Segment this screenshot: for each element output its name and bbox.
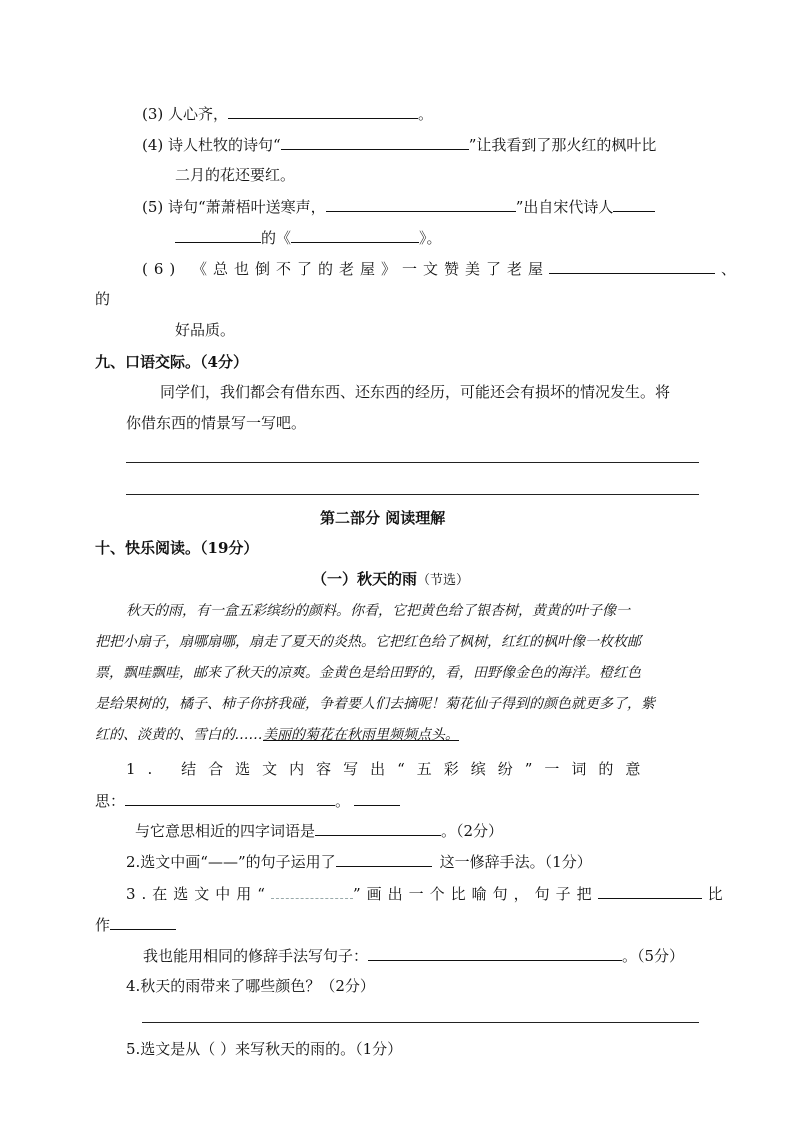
q9-heading: 九、口语交际。（4分）	[95, 353, 248, 371]
item-6-prefix: (6) 《总也倒不了的老屋》一文赞美了老屋	[142, 260, 550, 278]
sub1-line3	[135, 820, 503, 841]
item-5-line2-mid: 的《	[261, 229, 292, 247]
item-5-line2	[175, 227, 442, 248]
sub3-line2	[95, 914, 176, 935]
item-4-suffix: ”让我看到了那火红的枫叶比	[468, 136, 657, 154]
passage-line	[95, 725, 459, 745]
sub1-line2-prefix: 思：	[95, 792, 126, 810]
item-5	[142, 196, 655, 217]
answer-line[interactable]	[126, 494, 699, 495]
sub2-suffix: 这一修辞手法。（1分）	[439, 853, 592, 871]
sub3	[126, 883, 723, 904]
sub3-end: 比	[707, 885, 723, 903]
answer-line[interactable]	[142, 1022, 699, 1023]
item-5-prefix: (5) 诗句“萧萧梧叶送寒声，	[142, 198, 326, 216]
passage-title: （一）秋天的雨	[312, 570, 418, 588]
sub1-line1: 1. 结合选文内容写出“五彩缤纷”一词的意	[126, 760, 653, 778]
answer-line[interactable]	[126, 462, 699, 463]
item-4-prefix: (4) 诗人杜牧的诗句“	[142, 136, 281, 154]
answer-blank[interactable]	[228, 103, 418, 119]
answer-blank[interactable]	[281, 134, 469, 150]
answer-blank[interactable]	[549, 258, 715, 274]
passage-line: 票，飘哇飘哇，邮来了秋天的凉爽。金黄色是给田野的，看，田野像金色的海洋。橙红色	[95, 665, 641, 681]
sub3-line2-prefix: 作	[95, 916, 111, 934]
answer-blank[interactable]	[315, 820, 441, 836]
sub2-prefix: 2.选文中画“——”的句子运用了	[126, 853, 336, 871]
item-3-prefix: (3) 人心齐，	[142, 105, 229, 123]
answer-blank[interactable]	[613, 196, 655, 212]
passage-line5-plain: 红的、淡黄的、雪白的……	[95, 727, 263, 743]
item-5-suffix: ”出自宋代诗人	[515, 198, 614, 216]
passage-line: 秋天的雨，有一盒五彩缤纷的颜料。你看，它把黄色给了银杏树，黄黄的叶子像一	[126, 603, 630, 619]
answer-blank[interactable]	[175, 227, 261, 243]
sub1-line3-prefix: 与它意思相近的四字词语是	[135, 822, 316, 840]
sub3-prefix: 3.在选文中用“	[126, 885, 271, 903]
answer-blank[interactable]	[110, 914, 176, 930]
part2-title: 第二部分 阅读理解	[320, 509, 446, 527]
sub3-mid: ”画出一个比喻句，句子把	[352, 885, 598, 903]
item-6-line3: 好品质。	[175, 321, 236, 339]
item-6	[142, 258, 736, 279]
sub1-line3-suffix: 。（2分）	[441, 822, 504, 840]
answer-blank[interactable]	[326, 196, 516, 212]
item-5-line2-end: 》。	[419, 229, 442, 247]
sub3-line3-prefix: 我也能用相同的修辞手法写句子：	[143, 947, 369, 965]
sub1-line2-suffix: 。	[335, 792, 351, 810]
sub4: 4.秋天的雨带来了哪些颜色？（2分）	[126, 977, 375, 995]
passage-line: 把把小扇子，扇哪扇哪，扇走了夏天的炎热。它把红色给了枫树，红红的枫叶像一枚枚邮	[95, 634, 641, 650]
sub3-line3	[143, 945, 684, 966]
item-6-wrap: 的	[95, 290, 111, 308]
item-3-suffix: 。	[418, 105, 434, 123]
sub1-line2	[95, 790, 400, 811]
q9-text-line1: 同学们，我们都会有借东西、还东西的经历，可能还会有损坏的情况发生。将	[160, 383, 671, 401]
answer-blank[interactable]	[336, 851, 432, 867]
passage-note: （节选）	[417, 573, 470, 588]
item-3	[142, 103, 433, 124]
q10-heading: 十、快乐阅读。（19分）	[95, 539, 259, 557]
underlined-sentence: 美丽的菊花在秋雨里频频点头。	[263, 727, 459, 743]
answer-blank[interactable]	[598, 883, 702, 899]
sub2	[126, 851, 592, 872]
passage-line: 是给果树的，橘子、柿子你挤我碰，争着要人们去摘呢！菊花仙子得到的颜色就更多了，紫	[95, 696, 655, 712]
answer-blank[interactable]	[354, 790, 400, 806]
item-6-suffix: 、	[721, 260, 737, 278]
item-4	[142, 134, 656, 155]
wavy-underline-mark	[271, 886, 353, 899]
q9-text-line2: 你借东西的情景写一写吧。	[126, 414, 307, 432]
answer-blank[interactable]	[125, 790, 335, 806]
passage-title-row	[312, 569, 469, 591]
sub3-line3-suffix: 。（5分）	[622, 947, 685, 965]
answer-blank[interactable]	[291, 227, 419, 243]
answer-blank[interactable]	[368, 945, 622, 961]
item-4-line2: 二月的花还要红。	[175, 166, 296, 184]
sub5: 5.选文是从（ ）来写秋天的雨的。（1分）	[126, 1040, 403, 1058]
